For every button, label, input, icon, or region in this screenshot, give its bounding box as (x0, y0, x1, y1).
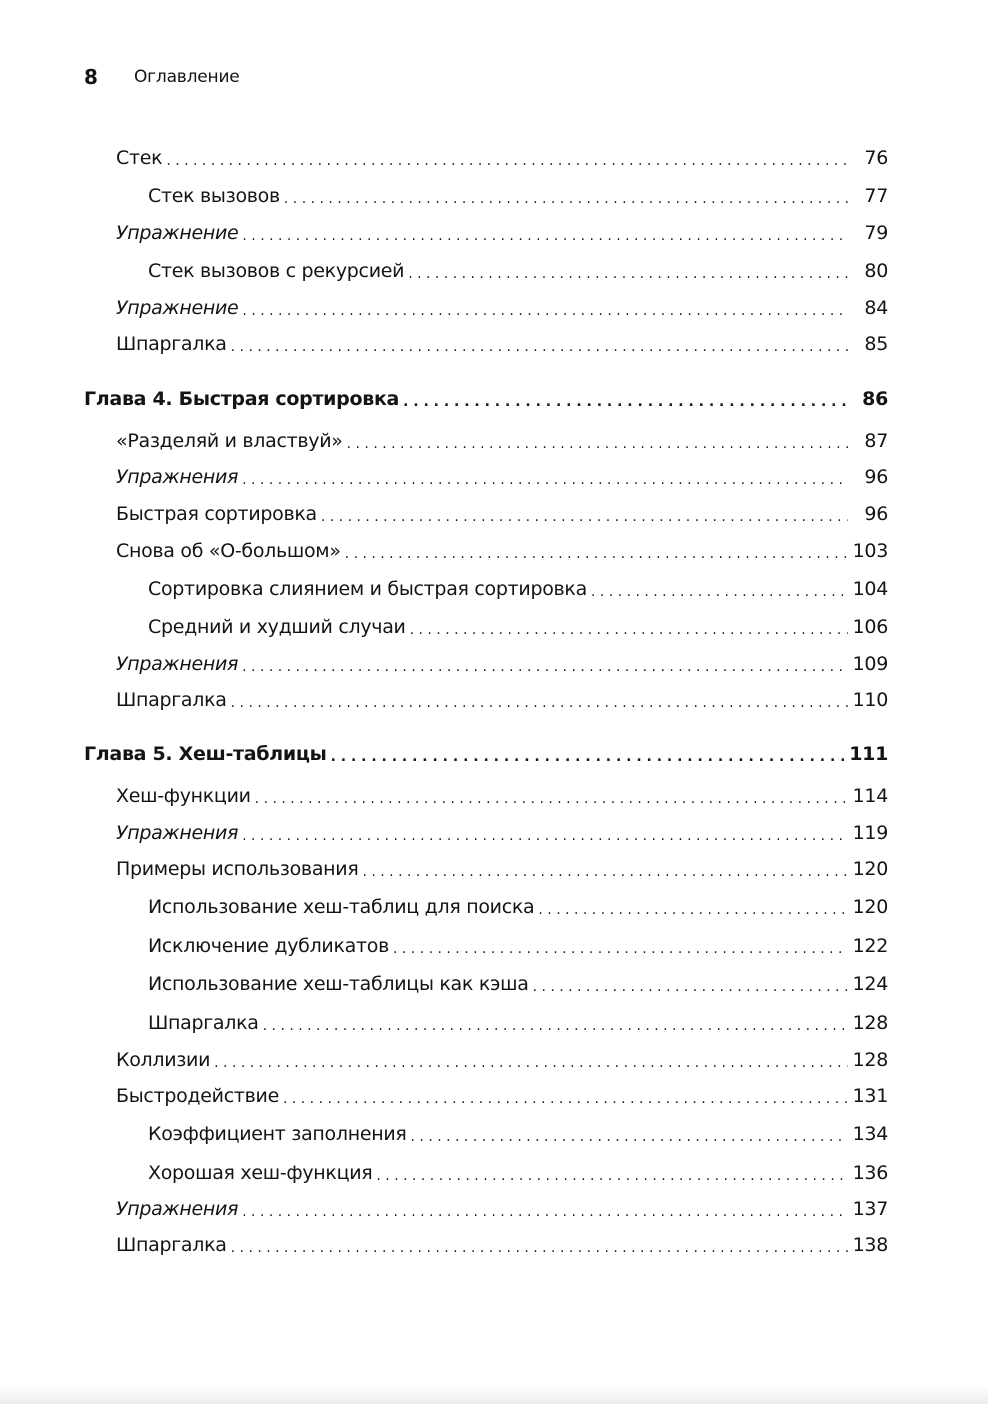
toc-entry-page: 104 (852, 578, 888, 600)
toc-entry-title: Использование хеш-таблиц для поиска (148, 896, 535, 918)
toc-entry[interactable] (148, 575, 888, 603)
leader-dots (263, 1018, 848, 1034)
toc-entry-page: 131 (852, 1085, 888, 1107)
toc-entry[interactable] (116, 1231, 888, 1259)
leader-dots (231, 1240, 848, 1256)
leader-dots (242, 228, 848, 244)
leader-dots (410, 622, 848, 638)
toc-entry-page: 120 (852, 896, 888, 918)
leader-dots (242, 659, 848, 675)
toc-entry-page: 77 (864, 185, 888, 207)
toc-chapter-page: 86 (862, 388, 888, 410)
toc-entry-page: 122 (852, 935, 888, 957)
leader-dots (321, 509, 848, 525)
toc-entry[interactable] (116, 144, 888, 172)
leader-dots (591, 584, 848, 600)
toc-entry-title: Упражнения (116, 1198, 239, 1220)
toc-entry-title: «Разделяй и властвуй» (116, 430, 343, 452)
leader-dots (345, 546, 848, 562)
toc-entry-page: 85 (864, 333, 888, 355)
toc-entry-page: 96 (864, 466, 888, 488)
toc-entry-title: Шпаргалка (116, 689, 227, 711)
toc-entry[interactable] (116, 1195, 888, 1223)
toc-entry-page: 96 (864, 503, 888, 525)
toc-entry-title: Стек (116, 147, 163, 169)
toc-entry[interactable] (116, 650, 888, 678)
page-edge-shadow (0, 1386, 988, 1404)
toc-entry-title: Стек вызовов (148, 185, 280, 207)
toc-entry-page: 79 (864, 222, 888, 244)
leader-dots (347, 436, 848, 452)
toc-entry-page: 103 (852, 540, 888, 562)
toc-entry[interactable] (116, 782, 888, 810)
leader-dots (242, 828, 848, 844)
toc-entry[interactable] (148, 613, 888, 641)
toc-entry[interactable] (116, 219, 888, 247)
toc-entry-title: Быстрая сортировка (116, 503, 317, 525)
toc-entry-page: 128 (852, 1049, 888, 1071)
toc-entry[interactable] (116, 463, 888, 491)
toc-entry-page: 119 (852, 822, 888, 844)
toc-entry-title: Стек вызовов с рекурсией (148, 260, 405, 282)
toc-entry[interactable] (116, 294, 888, 322)
leader-dots (242, 472, 848, 488)
toc-entry[interactable] (148, 1009, 888, 1037)
toc-entry[interactable] (148, 257, 888, 285)
toc-entry[interactable] (116, 855, 888, 883)
leader-dots (408, 266, 848, 282)
leader-dots (331, 749, 846, 765)
toc-chapter-page: 111 (849, 743, 888, 765)
toc-entry-title: Коллизии (116, 1049, 211, 1071)
leader-dots (231, 339, 848, 355)
toc-entry[interactable] (148, 1120, 888, 1148)
toc-entry-title: Шпаргалка (116, 333, 227, 355)
toc-chapter[interactable] (84, 385, 888, 413)
leader-dots (376, 1168, 848, 1184)
leader-dots (284, 191, 848, 207)
toc-entry-title: Коэффициент заполнения (148, 1123, 407, 1145)
toc-entry[interactable] (148, 182, 888, 210)
toc-entry[interactable] (116, 330, 888, 358)
toc-entry[interactable] (148, 1159, 888, 1187)
toc-entry[interactable] (116, 537, 888, 565)
toc-entry-page: 137 (852, 1198, 888, 1220)
toc-chapter-title: Глава 5. Хеш-таблицы (84, 743, 327, 765)
toc-entry[interactable] (116, 427, 888, 455)
toc-entry-title: Исключение дубликатов (148, 935, 389, 957)
toc-entry-title: Упражнения (116, 822, 239, 844)
toc-entry-page: 106 (852, 616, 888, 638)
toc-entry-page: 128 (852, 1012, 888, 1034)
leader-dots (283, 1091, 848, 1107)
toc-entry-page: 138 (852, 1234, 888, 1256)
toc-entry-page: 109 (852, 653, 888, 675)
leader-dots (231, 695, 848, 711)
toc-entry-page: 76 (864, 147, 888, 169)
leader-dots (411, 1129, 848, 1145)
toc-entry[interactable] (116, 1046, 888, 1074)
toc-entry-title: Шпаргалка (148, 1012, 259, 1034)
leader-dots (393, 941, 848, 957)
toc-entry[interactable] (148, 970, 888, 998)
toc-entry-page: 114 (852, 785, 888, 807)
toc-entry-page: 120 (852, 858, 888, 880)
toc-entry-title: Быстродействие (116, 1085, 279, 1107)
toc-entry-title: Упражнение (116, 297, 239, 319)
toc-entry-page: 124 (852, 973, 888, 995)
page-number: 8 (84, 65, 98, 89)
toc-entry[interactable] (116, 500, 888, 528)
toc-entry-title: Хорошая хеш-функция (148, 1162, 373, 1184)
leader-dots (403, 394, 848, 410)
leader-dots (533, 979, 848, 995)
toc-entry[interactable] (116, 1082, 888, 1110)
toc-chapter[interactable] (84, 740, 888, 768)
toc-entry[interactable] (116, 686, 888, 714)
toc-entry-title: Примеры использования (116, 858, 359, 880)
toc-entry-page: 84 (864, 297, 888, 319)
toc-entry-title: Шпаргалка (116, 1234, 227, 1256)
toc-entry-title: Средний и худший случаи (148, 616, 406, 638)
toc-entry-page: 87 (864, 430, 888, 452)
toc-entry[interactable] (148, 893, 888, 921)
toc-entry-title: Хеш-функции (116, 785, 251, 807)
leader-dots (362, 864, 848, 880)
toc-entry-title: Использование хеш-таблицы как кэша (148, 973, 529, 995)
leader-dots (166, 153, 848, 169)
leader-dots (538, 902, 848, 918)
toc-entry[interactable] (116, 819, 888, 847)
leader-dots (255, 791, 848, 807)
leader-dots (214, 1055, 848, 1071)
toc-entry[interactable] (148, 932, 888, 960)
leader-dots (242, 303, 848, 319)
toc-entry-title: Снова об «О-большом» (116, 540, 341, 562)
toc-entry-title: Упражнения (116, 653, 239, 675)
toc-entry-page: 80 (864, 260, 888, 282)
toc-entry-page: 110 (852, 689, 888, 711)
toc-entry-page: 136 (852, 1162, 888, 1184)
toc-entry-page: 134 (852, 1123, 888, 1145)
toc-chapter-title: Глава 4. Быстрая сортировка (84, 388, 400, 410)
toc-entry-title: Сортировка слиянием и быстрая сортировка (148, 578, 587, 600)
leader-dots (242, 1204, 848, 1220)
toc-entry-title: Упражнения (116, 466, 239, 488)
header-title: Оглавление (134, 67, 240, 87)
toc-entry-title: Упражнение (116, 222, 239, 244)
